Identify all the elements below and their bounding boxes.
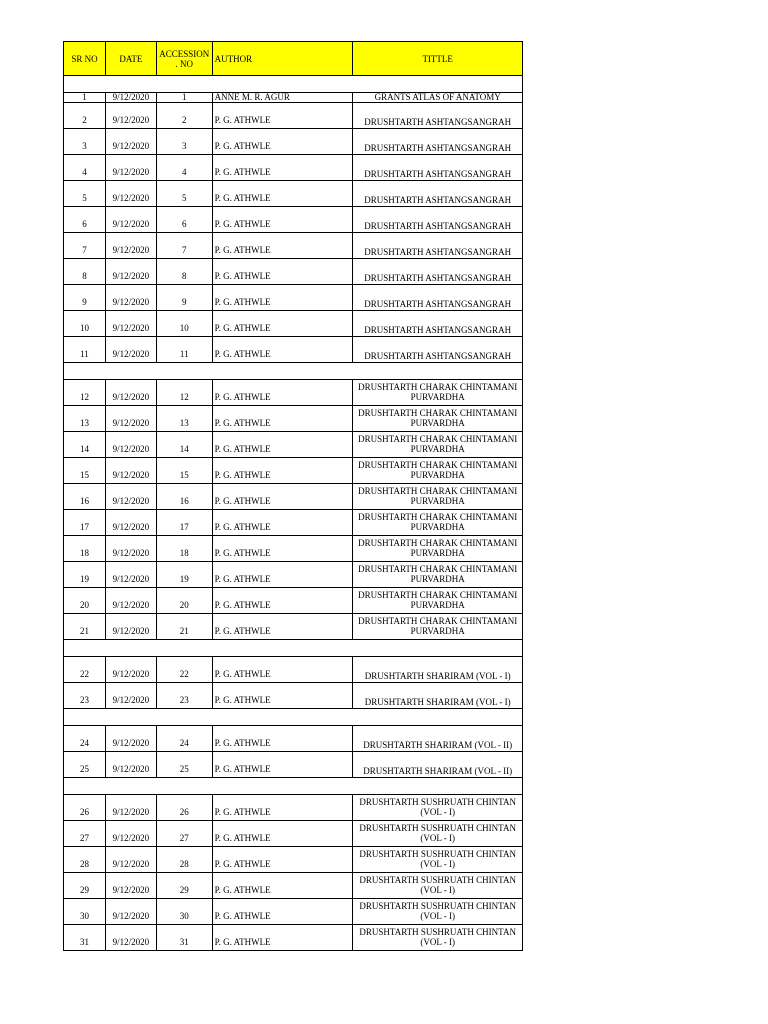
cell-date: 9/12/2020 [106,536,157,561]
cell-accession-no: 20 [157,588,213,613]
cell-accession-no: 13 [157,406,213,431]
cell-title [353,129,523,154]
cell-sr-no: 25 [64,752,106,777]
cell-author: P. G. ATHWLE [213,380,354,405]
cell-title [353,683,523,708]
cell-title [353,103,523,128]
cell-title [353,484,523,509]
cell-author: P. G. ATHWLE [213,406,354,431]
title-line-2: PURVARDHA [410,574,465,584]
cell-accession-no: 12 [157,380,213,405]
cell-date: 9/12/2020 [106,129,157,154]
title-line-1: DRUSHTARTH CHARAK CHINTAMANI [358,486,518,496]
title-line-1: DRUSHTARTH ASHTANGSANGRAH [364,169,512,179]
cell-title [353,925,523,950]
table-row [63,899,523,925]
cell-date: 9/12/2020 [106,337,157,362]
cell-accession-no: 6 [157,207,213,232]
blank-spacer-row [63,363,523,380]
cell-author: P. G. ATHWLE [213,925,354,950]
cell-sr-no: 16 [64,484,106,509]
cell-title [353,380,523,405]
table-row [63,614,523,640]
cell-accession-no: 17 [157,510,213,535]
cell-sr-no: 10 [64,311,106,336]
title-line-1: DRUSHTARTH ASHTANGSANGRAH [364,247,512,257]
table-header-row [63,41,523,76]
cell-author: P. G. ATHWLE [213,233,354,258]
cell-accession-no: 1 [157,93,213,102]
header-author: AUTHOR [213,42,354,75]
cell-title [353,207,523,232]
cell-accession-no: 31 [157,925,213,950]
blank-spacer-row [63,709,523,726]
cell-title [353,657,523,682]
title-line-2: (VOL - I) [420,859,456,869]
cell-date: 9/12/2020 [106,432,157,457]
table-row [63,432,523,458]
title-line-1: DRUSHTARTH SHARIRAM (VOL - I) [364,671,511,681]
cell-date: 9/12/2020 [106,795,157,820]
title-line-1: DRUSHTARTH ASHTANGSANGRAH [364,273,512,283]
table-row [63,406,523,432]
title-line-1: DRUSHTARTH CHARAK CHINTAMANI [358,590,518,600]
cell-author: P. G. ATHWLE [213,683,354,708]
title-line-2: PURVARDHA [410,548,465,558]
cell-accession-no: 14 [157,432,213,457]
cell-title [353,285,523,310]
cell-sr-no: 26 [64,795,106,820]
title-line-2: (VOL - I) [420,807,456,817]
title-line-1: DRUSHTARTH ASHTANGSANGRAH [364,351,512,361]
table-row [63,337,523,363]
cell-author: P. G. ATHWLE [213,795,354,820]
cell-date: 9/12/2020 [106,207,157,232]
table-row [63,657,523,683]
cell-date: 9/12/2020 [106,873,157,898]
cell-sr-no: 4 [64,155,106,180]
cell-title [353,259,523,284]
table-row [63,233,523,259]
table-row [63,588,523,614]
table-row [63,683,523,709]
title-line-2: PURVARDHA [410,522,465,532]
cell-date: 9/12/2020 [106,925,157,950]
cell-accession-no: 16 [157,484,213,509]
title-line-1: DRUSHTARTH CHARAK CHINTAMANI [358,408,518,418]
blank-spacer-row [63,76,523,93]
table-row [63,380,523,406]
cell-sr-no: 1 [64,93,106,102]
cell-author: P. G. ATHWLE [213,458,354,483]
cell-author: P. G. ATHWLE [213,103,354,128]
cell-sr-no: 24 [64,726,106,751]
cell-title [353,458,523,483]
cell-accession-no: 11 [157,337,213,362]
cell-date: 9/12/2020 [106,259,157,284]
title-line-1: DRUSHTARTH CHARAK CHINTAMANI [358,564,518,574]
cell-date: 9/12/2020 [106,683,157,708]
cell-date: 9/12/2020 [106,233,157,258]
cell-author: P. G. ATHWLE [213,562,354,587]
title-line-2: PURVARDHA [410,626,465,636]
cell-accession-no: 5 [157,181,213,206]
title-line-2: (VOL - I) [420,885,456,895]
title-line-2: (VOL - I) [420,911,456,921]
cell-sr-no: 12 [64,380,106,405]
title-line-1: DRUSHTARTH CHARAK CHINTAMANI [358,616,518,626]
cell-author: P. G. ATHWLE [213,614,354,639]
cell-author: P. G. ATHWLE [213,899,354,924]
cell-date: 9/12/2020 [106,181,157,206]
cell-title [353,588,523,613]
cell-accession-no: 4 [157,155,213,180]
table-row [63,821,523,847]
title-line-1: DRUSHTARTH SHARIRAM (VOL - I) [364,697,511,707]
cell-sr-no: 9 [64,285,106,310]
title-line-1: DRUSHTARTH ASHTANGSANGRAH [364,195,512,205]
cell-author: P. G. ATHWLE [213,657,354,682]
cell-title [353,510,523,535]
title-line-1: DRUSHTARTH SHARIRAM (VOL - II) [363,766,513,776]
cell-author: P. G. ATHWLE [213,821,354,846]
cell-date: 9/12/2020 [106,588,157,613]
cell-date: 9/12/2020 [106,510,157,535]
cell-date: 9/12/2020 [106,657,157,682]
title-line-1: DRUSHTARTH ASHTANGSANGRAH [364,221,512,231]
cell-accession-no: 30 [157,899,213,924]
cell-accession-no: 3 [157,129,213,154]
title-line-1: DRUSHTARTH SHARIRAM (VOL - II) [363,740,513,750]
table-row [63,726,523,752]
title-line-2: PURVARDHA [410,444,465,454]
cell-date: 9/12/2020 [106,484,157,509]
cell-date: 9/12/2020 [106,285,157,310]
title-line-1: DRUSHTARTH ASHTANGSANGRAH [364,299,512,309]
blank-spacer-row [63,778,523,795]
cell-accession-no: 23 [157,683,213,708]
cell-author: P. G. ATHWLE [213,510,354,535]
header-date: DATE [106,42,157,75]
cell-accession-no: 19 [157,562,213,587]
cell-author: P. G. ATHWLE [213,337,354,362]
title-line-1: DRUSHTARTH SUSHRUATH CHINTAN [359,849,516,859]
cell-accession-no: 10 [157,311,213,336]
cell-sr-no: 31 [64,925,106,950]
cell-author: ANNE M. R. AGUR [213,93,354,102]
cell-sr-no: 2 [64,103,106,128]
table-row [63,510,523,536]
cell-date: 9/12/2020 [106,103,157,128]
cell-author: P. G. ATHWLE [213,432,354,457]
title-line-1: GRANTS ATLAS OF ANATOMY [374,92,501,102]
cell-title [353,233,523,258]
title-line-1: DRUSHTARTH SUSHRUATH CHINTAN [359,901,516,911]
title-line-2: (VOL - I) [420,937,456,947]
cell-sr-no: 23 [64,683,106,708]
title-line-2: PURVARDHA [410,600,465,610]
table-row [63,458,523,484]
title-line-2: (VOL - I) [420,833,456,843]
cell-sr-no: 30 [64,899,106,924]
cell-accession-no: 2 [157,103,213,128]
cell-sr-no: 19 [64,562,106,587]
title-line-2: PURVARDHA [410,470,465,480]
cell-accession-no: 27 [157,821,213,846]
cell-sr-no: 13 [64,406,106,431]
cell-author: P. G. ATHWLE [213,181,354,206]
cell-title [353,181,523,206]
cell-sr-no: 29 [64,873,106,898]
blank-spacer-row [63,640,523,657]
cell-title [353,406,523,431]
cell-title [353,899,523,924]
header-accession-no: ACCESSION . NO [157,42,213,75]
cell-title [353,93,523,102]
title-line-1: DRUSHTARTH CHARAK CHINTAMANI [358,434,518,444]
title-line-2: PURVARDHA [410,392,465,402]
cell-author: P. G. ATHWLE [213,726,354,751]
cell-accession-no: 26 [157,795,213,820]
title-line-1: DRUSHTARTH CHARAK CHINTAMANI [358,460,518,470]
accession-register-table [63,41,523,951]
cell-accession-no: 25 [157,752,213,777]
cell-accession-no: 22 [157,657,213,682]
cell-date: 9/12/2020 [106,311,157,336]
cell-date: 9/12/2020 [106,821,157,846]
cell-sr-no: 21 [64,614,106,639]
table-row [63,873,523,899]
title-line-1: DRUSHTARTH CHARAK CHINTAMANI [358,382,518,392]
table-row [63,285,523,311]
cell-author: P. G. ATHWLE [213,536,354,561]
cell-date: 9/12/2020 [106,93,157,102]
cell-accession-no: 7 [157,233,213,258]
cell-accession-no: 18 [157,536,213,561]
cell-author: P. G. ATHWLE [213,484,354,509]
table-row [63,103,523,129]
cell-title [353,432,523,457]
table-row [63,847,523,873]
cell-title [353,337,523,362]
cell-date: 9/12/2020 [106,847,157,872]
cell-author: P. G. ATHWLE [213,285,354,310]
cell-sr-no: 6 [64,207,106,232]
cell-sr-no: 11 [64,337,106,362]
title-line-2: PURVARDHA [410,496,465,506]
cell-date: 9/12/2020 [106,380,157,405]
cell-sr-no: 3 [64,129,106,154]
cell-title [353,873,523,898]
cell-sr-no: 15 [64,458,106,483]
table-row [63,129,523,155]
title-line-1: DRUSHTARTH CHARAK CHINTAMANI [358,538,518,548]
title-line-1: DRUSHTARTH ASHTANGSANGRAH [364,143,512,153]
title-line-1: DRUSHTARTH ASHTANGSANGRAH [364,117,512,127]
cell-author: P. G. ATHWLE [213,847,354,872]
title-line-1: DRUSHTARTH CHARAK CHINTAMANI [358,512,518,522]
cell-author: P. G. ATHWLE [213,129,354,154]
table-row [63,484,523,510]
cell-title [353,155,523,180]
cell-title [353,821,523,846]
cell-accession-no: 28 [157,847,213,872]
cell-date: 9/12/2020 [106,458,157,483]
cell-sr-no: 18 [64,536,106,561]
cell-author: P. G. ATHWLE [213,155,354,180]
table-row [63,562,523,588]
header-sr-no: SR NO [64,42,106,75]
table-body [63,76,523,951]
cell-date: 9/12/2020 [106,406,157,431]
cell-author: P. G. ATHWLE [213,207,354,232]
cell-title [353,847,523,872]
cell-accession-no: 21 [157,614,213,639]
table-row [63,536,523,562]
cell-accession-no: 29 [157,873,213,898]
title-line-1: DRUSHTARTH SUSHRUATH CHINTAN [359,875,516,885]
cell-title [353,614,523,639]
title-line-2: PURVARDHA [410,418,465,428]
title-line-1: DRUSHTARTH SUSHRUATH CHINTAN [359,797,516,807]
header-title: TITTLE [353,42,523,75]
table-row [63,259,523,285]
cell-date: 9/12/2020 [106,562,157,587]
cell-sr-no: 5 [64,181,106,206]
cell-author: P. G. ATHWLE [213,588,354,613]
cell-accession-no: 9 [157,285,213,310]
cell-date: 9/12/2020 [106,614,157,639]
table-row [63,925,523,951]
cell-author: P. G. ATHWLE [213,311,354,336]
cell-title [353,311,523,336]
table-row [63,155,523,181]
title-line-1: DRUSHTARTH SUSHRUATH CHINTAN [359,927,516,937]
cell-sr-no: 28 [64,847,106,872]
cell-author: P. G. ATHWLE [213,259,354,284]
cell-sr-no: 27 [64,821,106,846]
cell-accession-no: 15 [157,458,213,483]
cell-date: 9/12/2020 [106,752,157,777]
cell-date: 9/12/2020 [106,899,157,924]
cell-author: P. G. ATHWLE [213,873,354,898]
cell-title [353,752,523,777]
cell-accession-no: 8 [157,259,213,284]
cell-title [353,795,523,820]
title-line-1: DRUSHTARTH SUSHRUATH CHINTAN [359,823,516,833]
cell-date: 9/12/2020 [106,726,157,751]
cell-sr-no: 17 [64,510,106,535]
table-row [63,93,523,103]
table-row [63,752,523,778]
cell-author: P. G. ATHWLE [213,752,354,777]
cell-sr-no: 20 [64,588,106,613]
cell-sr-no: 7 [64,233,106,258]
table-row [63,181,523,207]
cell-sr-no: 22 [64,657,106,682]
cell-title [353,562,523,587]
cell-sr-no: 14 [64,432,106,457]
table-row [63,311,523,337]
cell-sr-no: 8 [64,259,106,284]
table-row [63,795,523,821]
cell-accession-no: 24 [157,726,213,751]
cell-date: 9/12/2020 [106,155,157,180]
table-row [63,207,523,233]
title-line-1: DRUSHTARTH ASHTANGSANGRAH [364,325,512,335]
cell-title [353,536,523,561]
cell-title [353,726,523,751]
